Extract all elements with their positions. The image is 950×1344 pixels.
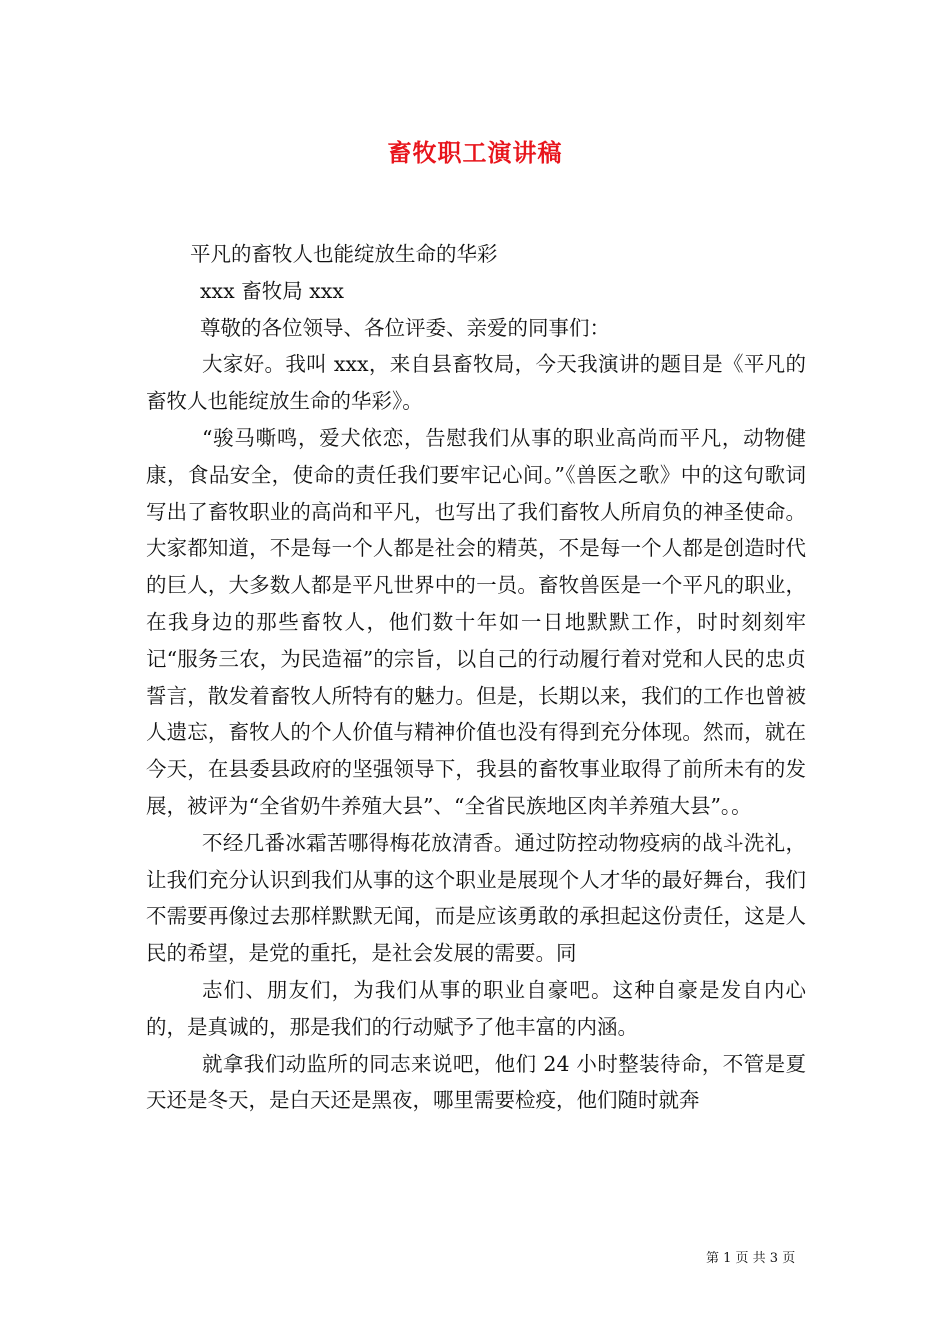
salutation: 尊敬的各位领导、各位评委、亲爱的同事们： [200, 315, 610, 340]
page-title: 畜牧职工演讲稿 [387, 138, 563, 167]
paragraph-plum-blossom: 不经几番冰霜苦哪得梅花放清香。通过防控动物疫病的战斗洗礼，让我们充分认识到我们从事的这个职业是展现个人才华的最好舞台，我们不需要再像过去那样默默无闻，而是应该勇敢的承担起这份责任，这是人民的希望，是党的重托，是社会发展的需要。同 [146, 830, 806, 966]
paragraph-song: “骏马嘶鸣，爱犬依恋，告慰我们从事的职业高尚而平凡，动物健康，食品安全，使命的责任我们要牢记心间。”《兽医之歌》中的这句歌词写出了畜牧职业的高尚和平凡，也写出了我们畜牧人所肩负的神圣使命。大家都知道，不是每一个人都是社会的精英，不是每一个人都是创造时代的巨人，大多数人都是平凡世界中的一员。畜牧兽医是一个平凡的职业，在我身边的那些畜牧人，他们数十年如一日地默默工作，时时刻刻牢记“服务三农，为民造福”的宗旨，以自己的行动履行着对党和人民的忠贞誓言，散发着畜牧人所特有的魅力。但是，长期以来，我们的工作也曾被人遗忘，畜牧人的个人价值与精神价值也没有得到充分体现。然而，就在今天，在县委县政府的坚强领导下，我县的畜牧事业取得了前所未有的发展，被评为“全省奶牛养殖大县”、“全省民族地区肉羊养殖大县”。。 [146, 425, 806, 818]
document-body [146, 236, 806, 1119]
page-number: 第 1 页 共 3 页 [706, 1251, 796, 1266]
author-line: xxx 畜牧局 xxx [200, 278, 344, 303]
paragraph-pride: 志们、朋友们，为我们从事的职业自豪吧。这种自豪是发自内心的，是真诚的，那是我们的行动赋予了他丰富的内涵。 [146, 977, 806, 1039]
paragraph-intro: 大家好。我叫 xxx，来自县畜牧局，今天我演讲的题目是《平凡的畜牧人也能绽放生命的华彩》。 [146, 352, 806, 414]
paragraph-inspection: 就拿我们动监所的同志来说吧，他们 24 小时整装待命，不管是夏天还是冬天，是白天还是黑夜，哪里需要检疫，他们随时就奔 [146, 1051, 806, 1113]
speech-subtitle: 平凡的畜牧人也能绽放生命的华彩 [190, 242, 498, 266]
